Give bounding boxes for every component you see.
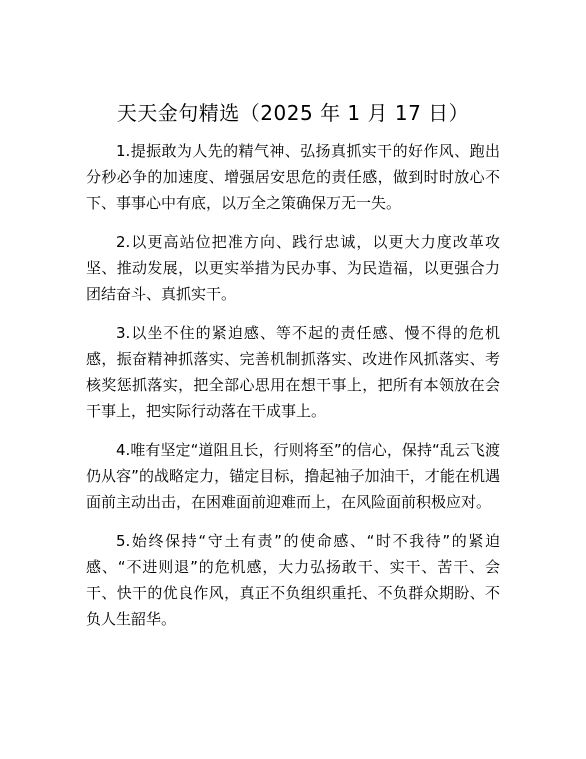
quote-paragraph-4: 4.唯有坚定“道阻且长，行则将至”的信心，保持“乱云飞渡仍从容”的战略定力，锚定目标，撸起袖子加油干，才能在机遇面前主动出击，在困难面前迎难而上，在风险面前积极应对。	[86, 441, 500, 511]
quote-paragraph-1: 1.提振敢为人先的精气神、弘扬真抓实干的好作风、跑出分秒必争的加速度、增强居安思危的责任感，做到时时放心不下、事事心中有底，以万全之策确保万无一失。	[86, 142, 500, 212]
quote-paragraph-2: 2.以更高站位把准方向、践行忠诚，以更大力度改革攻坚、推动发展，以更实举措为民办事、为民造福，以更强合力团结奋斗、真抓实干。	[86, 233, 500, 303]
document-body	[86, 138, 500, 645]
quote-paragraph-3: 3.以坐不住的紧迫感、等不起的责任感、慢不得的危机感，振奋精神抓落实、完善机制抓落实、改进作风抓落实、考核奖惩抓落实，把全部心思用在想干事上，把所有本领放在会干事上，把实际行动落在干成事上。	[86, 324, 500, 420]
quote-paragraph-5: 5.始终保持“守土有责”的使命感、“时不我待”的紧迫感、“不进则退”的危机感，大力弘扬敢干、实干、苦干、会干、快干的优良作风，真正不负组织重托、不负群众期盼、不负人生韶华。	[86, 532, 500, 628]
document-title: 天天金句精选（2025 年 1 月 17 日）	[116, 101, 470, 125]
